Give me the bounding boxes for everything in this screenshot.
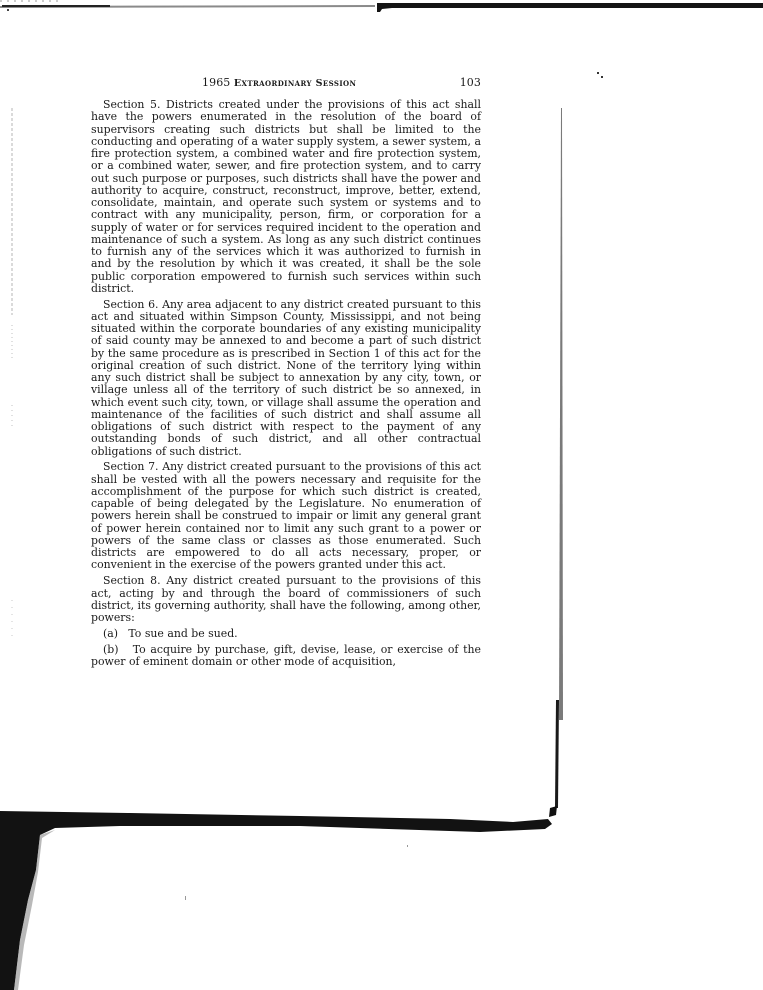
section-8 (91, 575, 481, 624)
section-label: Section 5. (103, 98, 161, 111)
session-name: Extraordinary Session (233, 78, 357, 89)
section-5 (91, 99, 481, 295)
running-head (91, 74, 481, 94)
clause-label: (b) (103, 642, 119, 656)
clause-a (91, 628, 481, 640)
section-body: Any district created pursuant to the provisions of this act shall be vested with all the powers necessary and requisite for the accomplishment of the purpose for which such district is created, capable of being delegated by the Legislature. No enumeration of powers herein shall be construed to impair or limit any general grant of power herein contained nor to limit any such grant to a power or powers of the same class or classes as those enumerated. Such districts are empowered to do all acts necessary, proper, or convenient in the exercise of the powers granted under this act. (91, 460, 481, 572)
book-page (91, 74, 481, 672)
section-label: Section 8. (103, 574, 161, 588)
section-label: Section 6. (103, 297, 159, 311)
page-number: 103 (459, 76, 481, 89)
statute-text (91, 99, 481, 668)
running-head-title (202, 76, 356, 89)
section-body: Districts created under the provisions of this act shall have the powers enumerated in the resolution of the board of supervisors creating such districts but shall be limited to the conducting and operating of a water supply system, a sewer system, a fire protection system, a combined water and fire protection system, or a combined water, sewer, and fire protection system, and to carry out such purpose or purposes, such districts shall have the power and authority to acquire, construct, reconstruct, improve, better, extend, consolidate, maintain, and operate such system or systems and to contract with any municipality, person, firm, or corporation for a supply of water or for services required incident to the operation and maintenance of such a system. As long as any such district continues to furnish any of the services which it was authorized to furnish in and by the resolution by which it was created, it shall be the sole public corporation empowered to furnish such services within such district. (91, 98, 481, 295)
clause-b (91, 644, 481, 669)
section-body: Any district created pursuant to the provisions of this act, acting by and through the board of commissioners of such district, its governing authority, shall have the following, among other, powers: (91, 574, 481, 625)
section-body: Any area adjacent to any district created pursuant to this act and situated within Simpson County, Mississippi, and not being situated within the corporate boundaries of any existing municipality of said county may be annexed to and become a part of such district by the same procedure as is prescribed in Section 1 of this act for the original creation of such district. None of the territory lying within any such district shall be subject to annexation by any city, town, or village unless all of the territory of such district be so annexed, in which event such city, town, or village shall assume the operation and maintenance of the facilities of such district and shall assume all obligations of such district with respect to the payment of any outstanding bonds of such district, and all other contractual obligations of such district. (91, 297, 481, 458)
clause-label: (a) (103, 626, 118, 640)
clause-body: To acquire by purchase, gift, devise, lease, or exercise of the power of eminent domain or other mode of acquisition, (91, 642, 481, 668)
section-7 (91, 461, 481, 571)
section-6 (91, 299, 481, 458)
section-label: Section 7. (103, 460, 159, 474)
clause-body: To sue and be sued. (128, 626, 238, 640)
session-year: 1965 (202, 76, 231, 89)
